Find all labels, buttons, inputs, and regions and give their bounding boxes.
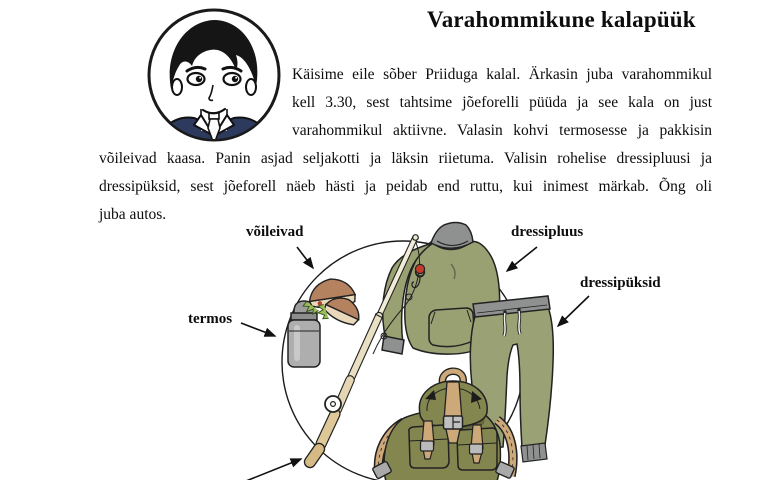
story-line: kell 3.30, sest tahtsime jõeforelli püüda ja see kala on just [292,94,712,111]
story-line: võileivad kaasa. Panin asjad seljakotti ja läksin riietuma. Valisin rohelise dressipluusi ja [99,150,712,167]
label-sweatpants: dressipüksid [580,275,661,291]
page-title: Varahommikune kalapüük [427,7,696,32]
boy-avatar [144,5,284,145]
story-line: varahommikul aktiivne. Valasin kohvi termosesse ja pakkisin [292,122,712,139]
label-sweatshirt: dressipluus [511,224,584,240]
boy-avatar-icon [144,5,284,145]
label-thermos: termos [188,311,233,327]
story-line: juba autos. [99,206,167,223]
label-sandwiches: võileivad [246,224,304,240]
story-line: Käisime eile sõber Priiduga kalal. Ärkasin juba varahommikul [292,66,712,83]
story-line: dressipüksid, sest jõeforell näeb hästi ja peidab end ruttu, kui inimest märkab. Õng oli [99,178,712,195]
